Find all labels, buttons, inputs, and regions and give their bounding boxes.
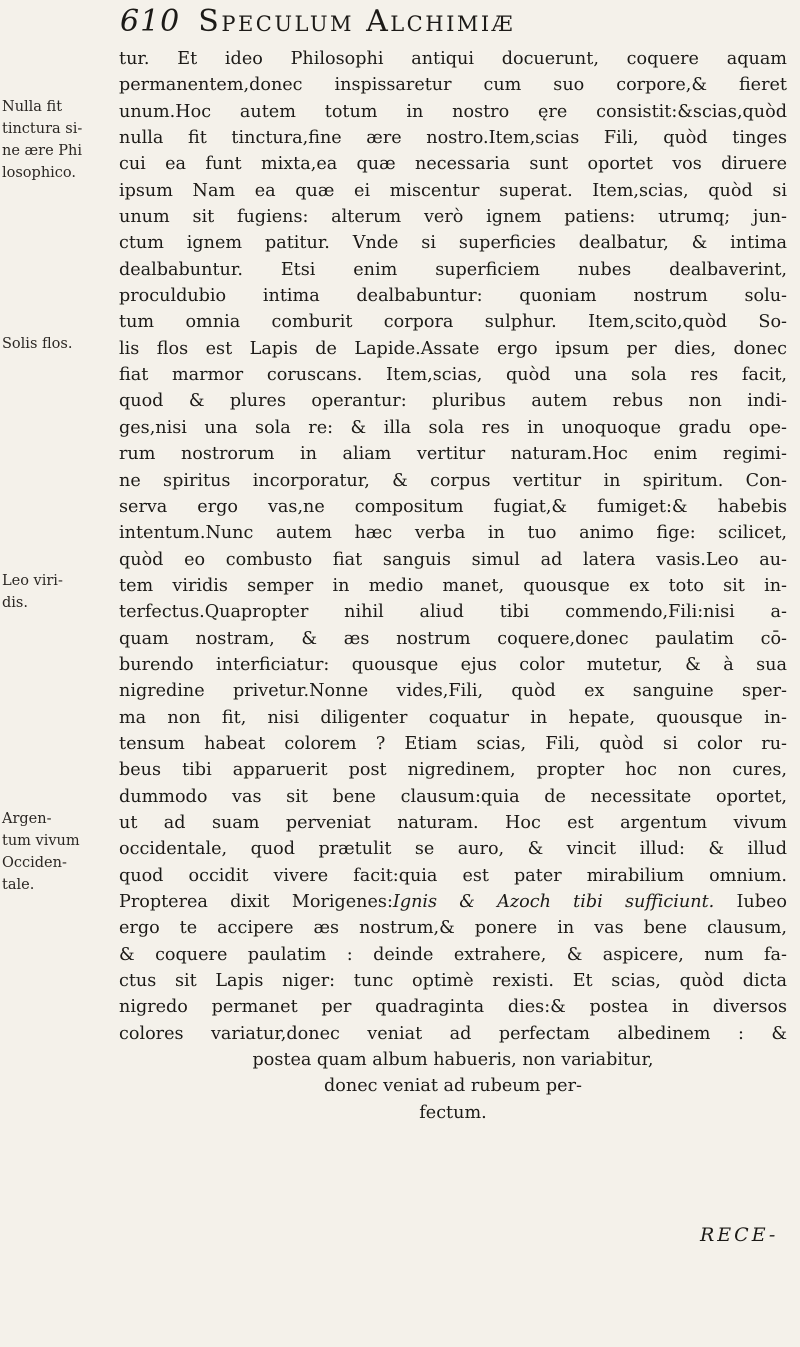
margin-note-line: Nulla fit (2, 99, 63, 115)
margin-note-nulla (2, 96, 114, 184)
text-line: nulla fit tinctura,fine ære nostro.Item,scias Fili, quòd tinges (119, 128, 787, 149)
margin-note-solis (2, 333, 114, 355)
text-line: fiat marmor coruscans. Item,scias, quòd una sola res facit, (119, 365, 787, 386)
text-line: lis flos est Lapis de Lapide.Assate ergo ipsum per dies, donec (119, 338, 787, 359)
text-line: colores variatur,donec veniat ad perfectam albedinem : & (119, 1023, 787, 1044)
margin-note-line: Solis flos. (2, 336, 73, 352)
text-line: tensum habeat colorem ? Etiam scias, Fili, quòd si color ru- (119, 733, 787, 754)
text-line: dummodo vas sit bene clausum:quia de necessitate oportet, (119, 786, 787, 807)
catchword: RECE- (700, 1224, 779, 1246)
text-line: ut ad suam perveniat naturam. Hoc est argentum vivum (119, 812, 787, 833)
text-line: ctus sit Lapis niger: tunc optimè rexisti. Et scias, quòd dicta (119, 971, 787, 992)
margin-note-line: losophico. (2, 165, 77, 181)
text-line: ne spiritus incorporatur, & corpus vertitur in spiritum. Con- (119, 470, 787, 491)
margin-note-line: ne ære Phi (2, 143, 83, 159)
text-line: unum sit fugiens: alterum verò ignem patiens: utrumq; jun- (119, 207, 787, 228)
text-line: permanentem,donec inspissaretur cum suo corpore,& fieret (119, 75, 787, 96)
text-line: occidentale, quod prætulit se auro, & vincit illud: & illud (119, 839, 787, 860)
margin-note-line: Argen- (2, 811, 52, 827)
page-header (120, 4, 790, 44)
text-line: tem viridis semper in medio manet, quousque ex toto sit in- (119, 575, 787, 596)
text-line: ipsum Nam ea quæ ei miscentur superat. Item,scias, quòd si (119, 180, 787, 201)
text-line: quod occidit vivere facit:quia est pater mirabilium omnium. (119, 865, 787, 886)
text-segment: Propterea dixit Morigenes: (119, 892, 393, 912)
text-line: quam nostram, & æs nostrum coquere,donec paulatim cō- (119, 628, 787, 649)
text-line (119, 889, 787, 915)
margin-note-leo (2, 570, 114, 614)
margin-note-line: tale. (2, 877, 35, 893)
margin-note-line: tum vivum (2, 833, 80, 849)
text-line: serva ergo vas,ne compositum fugiat,& fumiget:& habebis (119, 496, 787, 517)
body-text (119, 46, 787, 1126)
text-line: postea quam album habueris, non variabitur, (252, 1050, 654, 1071)
text-line: beus tibi apparuerit post nigredinem, propter hoc non cures, (119, 760, 787, 781)
text-line: proculdubio intima dealbabuntur: quoniam nostrum solu- (119, 286, 787, 307)
text-line: tum omnia comburit corpora sulphur. Item,scito,quòd So- (119, 312, 787, 333)
text-line: burendo interficiatur: quousque ejus color mutetur, & à sua (119, 654, 787, 675)
text-line: donec veniat ad rubeum per- (324, 1076, 582, 1097)
running-title: Speculum Alchimiæ (198, 4, 516, 39)
text-line: fectum. (419, 1102, 487, 1123)
text-line: tur. Et ideo Philosophi antiqui docuerunt, coquere aquam (119, 49, 787, 69)
text-line: & coquere paulatim : deinde extrahere, & aspicere, num fa- (119, 944, 787, 965)
text-line: cui ea funt mixta,ea quæ necessaria sunt oportet vos diruere (119, 154, 787, 175)
text-line: ergo te accipere æs nostrum,& ponere in vas bene clausum, (119, 918, 787, 939)
text-line: terfectus.Quapropter nihil aliud tibi commendo,Fili:nisi a- (119, 602, 787, 623)
margin-note-line: Leo viri- (2, 573, 63, 589)
text-segment: Iubeo (714, 892, 787, 912)
margin-note-line: dis. (2, 595, 28, 611)
margin-note-argentum (2, 808, 114, 896)
text-line: nigredo permanet per quadraginta dies:& postea in diversos (119, 997, 787, 1018)
page-number: 610 (120, 4, 181, 39)
text-line: ges,nisi una sola re: & illa sola res in unoquoque gradu ope- (119, 417, 787, 438)
text-line: ma non fit, nisi diligenter coquatur in hepate, quousque in- (119, 707, 787, 728)
margin-note-line: Occiden- (2, 855, 67, 871)
text-line: nigredine privetur.Nonne vides,Fili, quòd ex sanguine sper- (119, 681, 787, 702)
text-line: dealbabuntur. Etsi enim superficiem nubes dealbaverint, (119, 259, 787, 280)
text-line: intentum.Nunc autem hæc verba in tuo animo fige: scilicet, (119, 523, 787, 544)
text-line: rum nostrorum in aliam vertitur naturam.Hoc enim regimi- (119, 444, 787, 465)
text-line: quod & plures operantur: pluribus autem rebus non indi- (119, 391, 787, 412)
text-line: unum.Hoc autem totum in nostro ęre consistit:&scias,quòd (119, 101, 787, 122)
margin-note-line: tinctura si- (2, 121, 83, 137)
quotation-italic: Ignis & Azoch tibi sufficiunt. (392, 892, 715, 912)
text-line: ctum ignem patitur. Vnde si superficies dealbatur, & intima (119, 233, 787, 254)
text-line: quòd eo combusto fiat sanguis simul ad latera vasis.Leo au- (119, 549, 787, 570)
